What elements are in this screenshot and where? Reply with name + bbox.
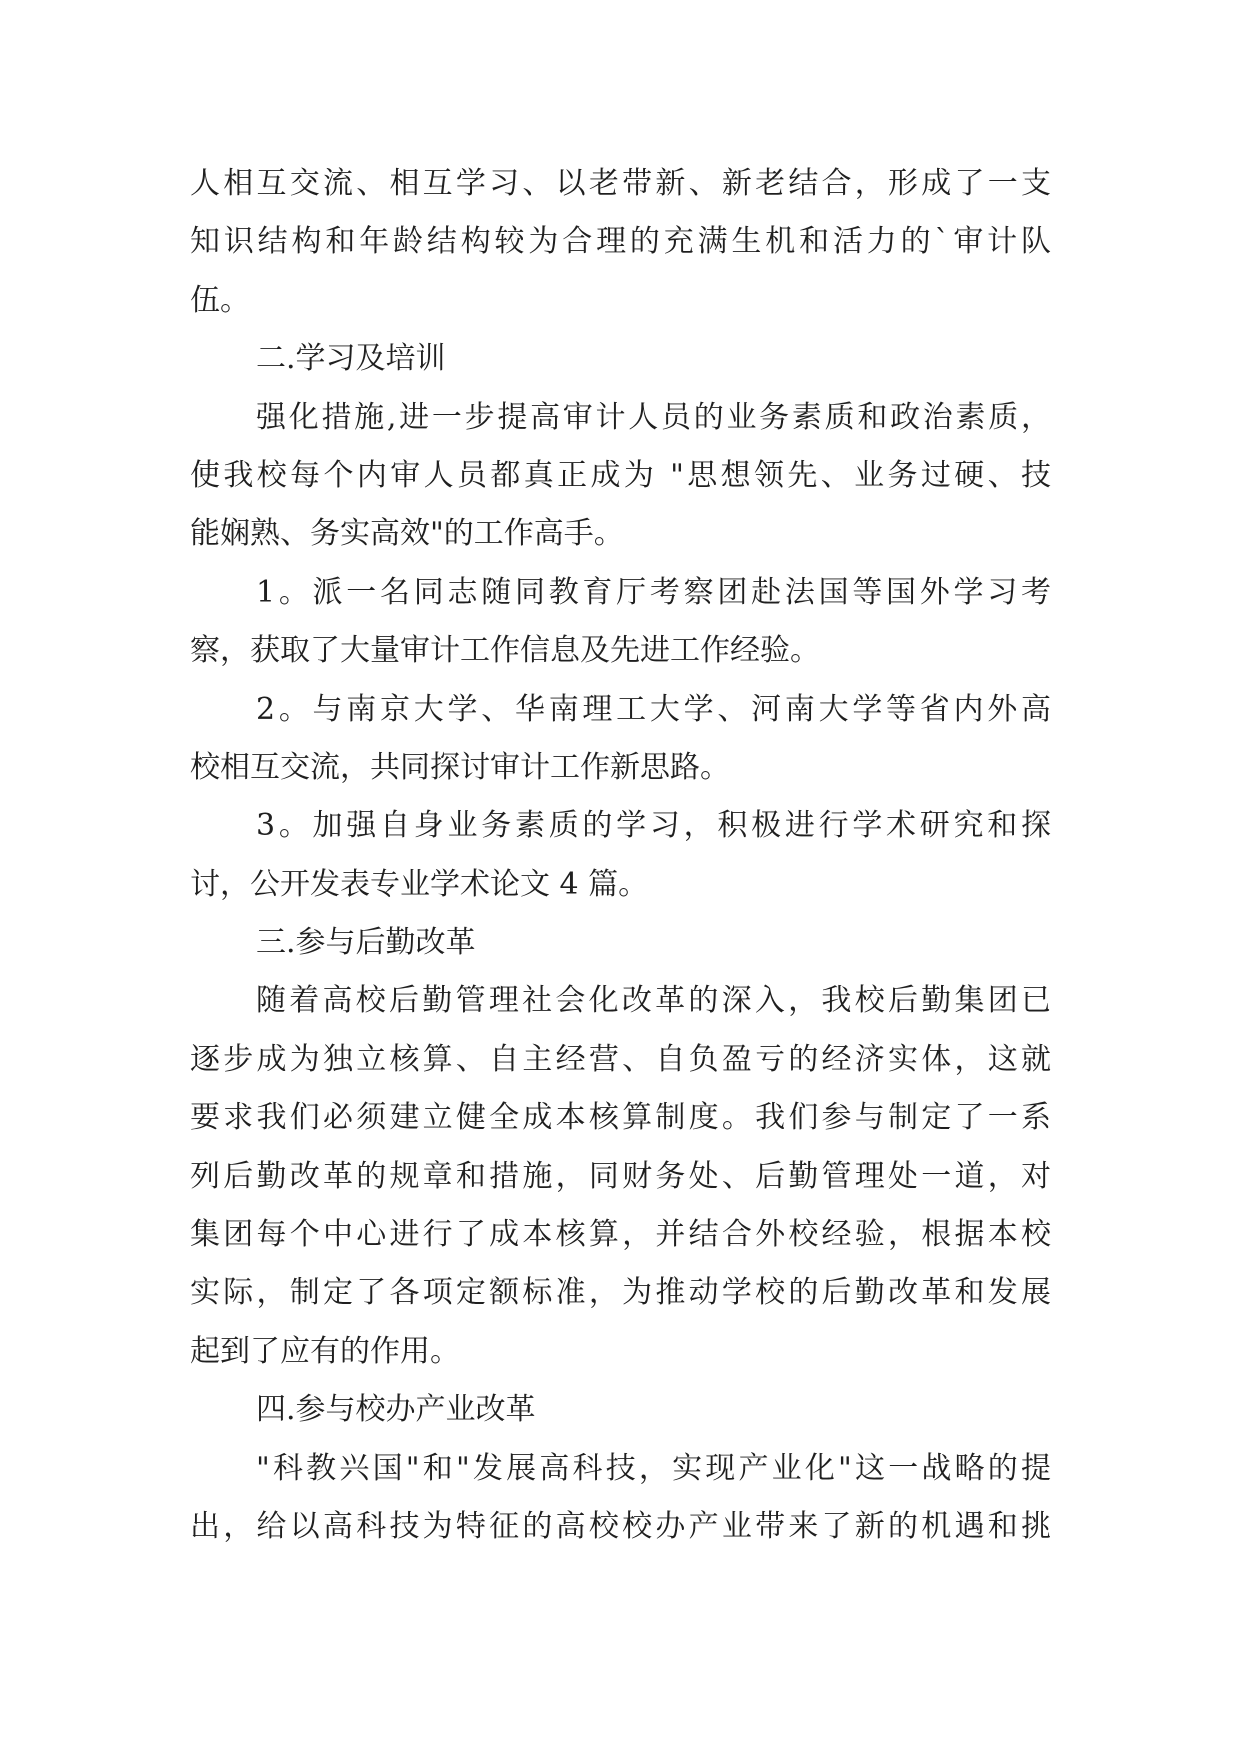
section-school-industry-reform	[190, 1381, 1051, 1556]
paragraph-line: 逐步成为独立核算、自主经营、自负盈亏的经济实体，这就	[190, 1041, 1051, 1077]
paragraph-line: 集团每个中心进行了成本核算，并结合外校经验，根据本校	[190, 1217, 1051, 1253]
paragraph-line: 出，给以高科技为特征的高校校办产业带来了新的机遇和挑	[190, 1508, 1051, 1544]
paragraph-line: 3。加强自身业务素质的学习，积极进行学术研究和探	[256, 808, 1051, 844]
paragraph	[190, 1440, 1051, 1557]
section-heading: 四.参与校办产业改革	[256, 1392, 536, 1428]
document-body	[190, 155, 1051, 1556]
paragraph-line: 人相互交流、相互学习、以老带新、新老结合，形成了一支	[190, 166, 1051, 201]
paragraph-line: 1。派一名同志随同教育厅考察团赴法国等国外学习考	[256, 574, 1051, 610]
paragraph-line: 实际，制定了各项定额标准，为推动学校的后勤改革和发展	[190, 1275, 1051, 1311]
section-logistics-reform	[190, 914, 1051, 1381]
paragraph-line: 察，获取了大量审计工作信息及先进工作经验。	[190, 633, 820, 669]
paragraph-line: 强化措施,进一步提高审计人员的业务素质和政治素质，	[256, 399, 1051, 435]
section-heading: 三.参与后勤改革	[256, 925, 476, 961]
section-heading: 二.学习及培训	[256, 341, 446, 377]
paragraph-line: 使我校每个内审人员都真正成为 "思想领先、业务过硬、技	[190, 457, 1051, 493]
section-learning-training	[190, 330, 1051, 914]
paragraph	[190, 972, 1051, 1381]
paragraph-line: 校相互交流，共同探讨审计工作新思路。	[190, 749, 730, 785]
paragraph-line: 列后勤改革的规章和措施，同财务处、后勤管理处一道，对	[190, 1158, 1051, 1194]
paragraph-line: 能娴熟、务实高效"的工作高手。	[190, 516, 624, 552]
paragraph-line: 随着高校后勤管理社会化改革的深入，我校后勤集团已	[256, 983, 1051, 1019]
list-item	[190, 797, 1051, 914]
list-item	[190, 681, 1051, 798]
list-item	[190, 564, 1051, 681]
paragraph-line: 讨，公开发表专业学术论文 4 篇。	[190, 866, 649, 902]
paragraph-line: 知识结构和年龄结构较为合理的充满生机和活力的`审计队	[190, 224, 1051, 260]
paragraph-line: 伍。	[190, 282, 250, 318]
intro-paragraph	[190, 155, 1051, 330]
paragraph-line: 要求我们必须建立健全成本核算制度。我们参与制定了一系	[190, 1100, 1051, 1136]
paragraph-line: "科教兴国"和"发展高科技，实现产业化"这一战略的提	[256, 1450, 1051, 1486]
paragraph	[190, 389, 1051, 564]
paragraph-line: 起到了应有的作用。	[190, 1333, 460, 1369]
paragraph-line: 2。与南京大学、华南理工大学、河南大学等省内外高	[256, 691, 1051, 727]
